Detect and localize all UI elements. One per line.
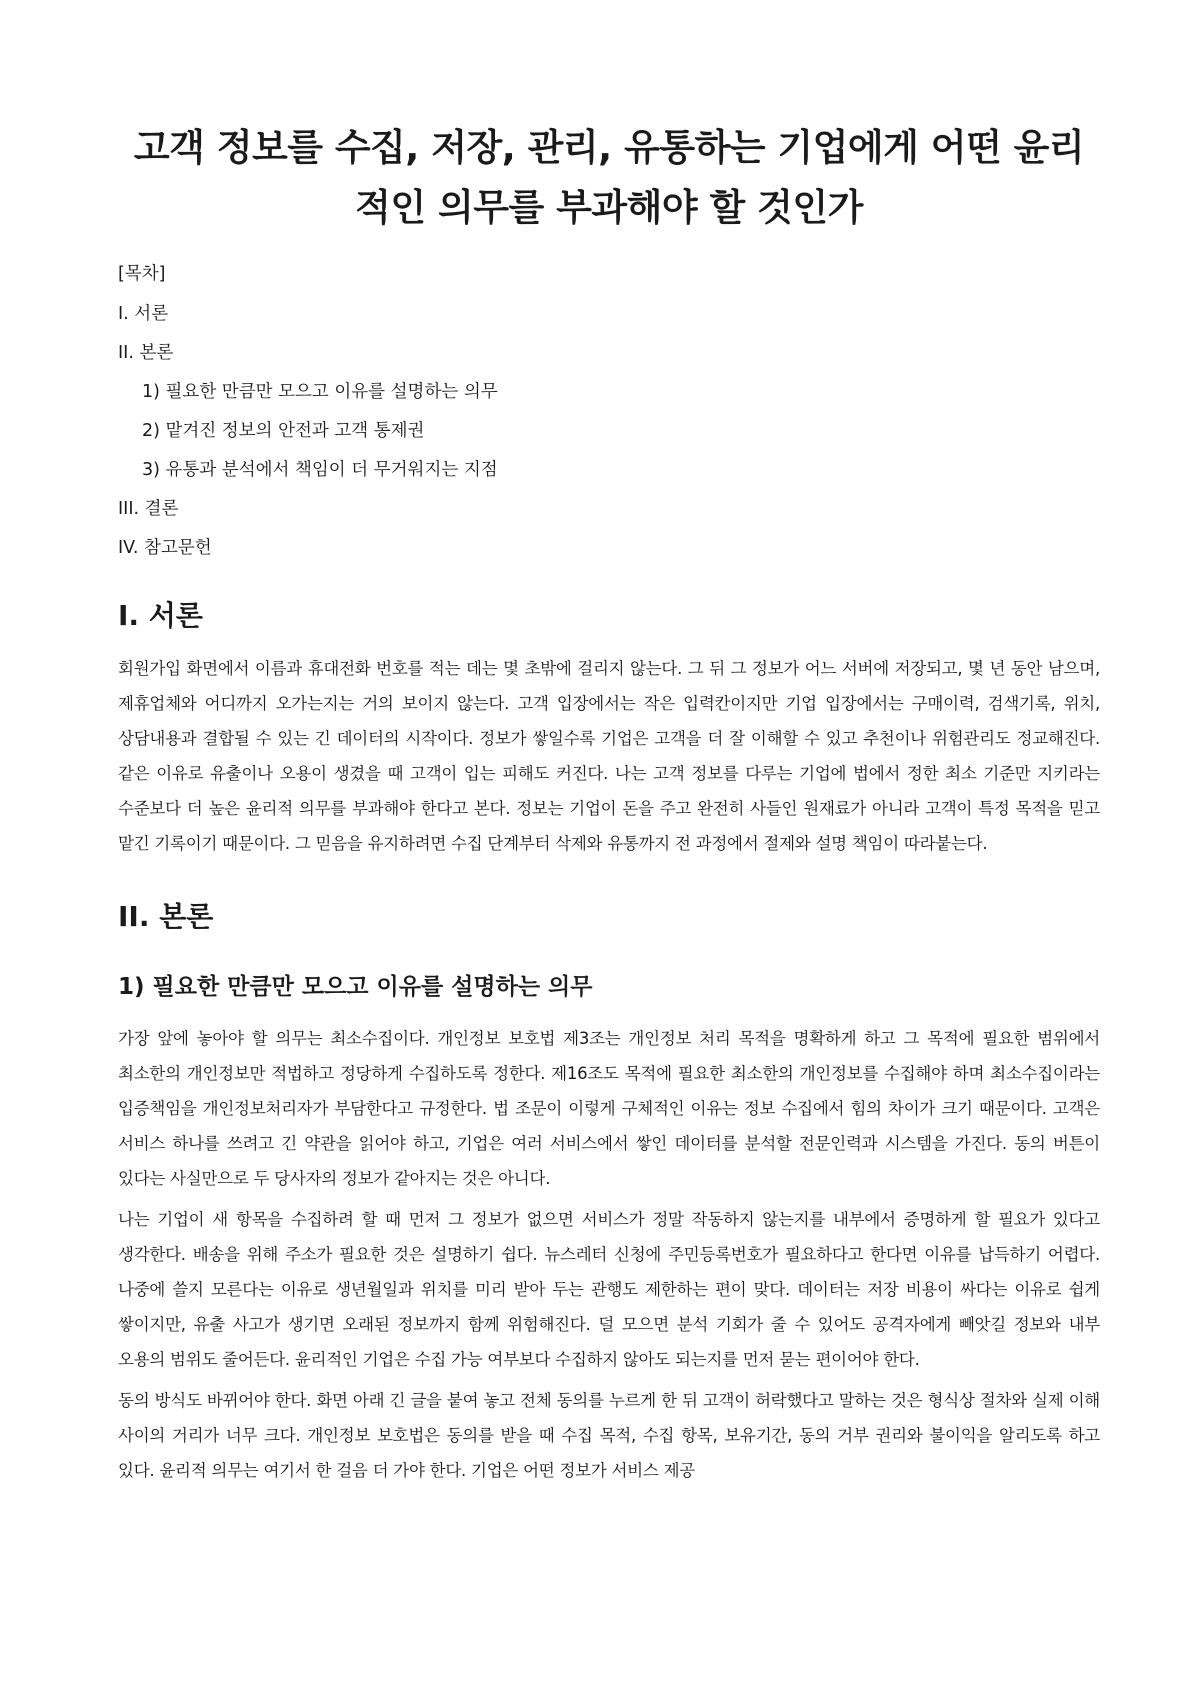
toc-item-body-3: 3) 유통과 분석에서 책임이 더 무거워지는 지점 [142, 460, 498, 480]
document-page [118, 118, 1100, 1494]
table-of-contents [118, 262, 1100, 560]
body-paragraph: 나는 기업이 새 항목을 수집하려 할 때 먼저 그 정보가 없으면 서비스가 정말 작동하지 않는지를 내부에서 증명하게 할 필요가 있다고 생각한다. 배송을 위해 주소가 필요한 것은 설명하기 쉽다. 뉴스레터 신청에 주민등록번호가 필요하다고 한다면 이유를 납득하기 어렵다. 나중에 쓸지 모른다는 이유로 생년월일과 위치를 미리 받아 두는 관행도 제한하는 편이 맞다. 데이터는 저장 비용이 싸다는 이유로 쉽게 쌓이지만, 유출 사고가 생기면 오래된 정보까지 함께 위험해진다. 덜 모으면 분석 기회가 줄 수 있어도 공격자에게 빼앗길 정보와 내부 오용의 범위도 줄어든다. 윤리적인 기업은 수집 가능 여부보다 수집하지 않아도 되는지를 먼저 묻는 편이어야 한다. [118, 1210, 1100, 1369]
toc-item-body-1: 1) 필요한 만큼만 모으고 이유를 설명하는 의무 [142, 382, 498, 402]
body-paragraph: 동의 방식도 바뀌어야 한다. 화면 아래 긴 글을 붙여 놓고 전체 동의를 누르게 한 뒤 고객이 허락했다고 말하는 것은 형식상 절차와 실제 이해 사이의 거리가 너무 크다. 개인정보 보호법은 동의를 받을 때 수집 목적, 수집 항목, 보유기간, 동의 거부 권리와 불이익을 알리도록 하고 있다. 윤리적 의무는 여기서 한 걸음 더 가야 한다. 기업은 어떤 정보가 서비스 제공 [118, 1391, 1100, 1480]
toc-item-intro: I. 서론 [118, 304, 169, 324]
toc-item-body-2: 2) 맡겨진 정보의 안전과 고객 통제권 [142, 421, 425, 441]
intro-paragraph: 회원가입 화면에서 이름과 휴대전화 번호를 적는 데는 몇 초밖에 걸리지 않는다. 그 뒤 그 정보가 어느 서버에 저장되고, 몇 년 동안 남으며, 제휴업체와 어디까지 오가는지는 거의 보이지 않는다. 고객 입장에서는 작은 입력칸이지만 기업 입장에서는 구매이력, 검색기록, 위치, 상담내용과 결합될 수 있는 긴 데이터의 시작이다. 정보가 쌓일수록 기업은 고객을 더 잘 이해할 수 있고 추천이나 위험관리도 정교해진다. 같은 이유로 유출이나 오용이 생겼을 때 고객이 입는 피해도 커진다. 나는 고객 정보를 다루는 기업에 법에서 정한 최소 기준만 지키라는 수준보다 더 높은 윤리적 의무를 부과해야 한다고 본다. 정보는 기업이 돈을 주고 완전히 사들인 원재료가 아니라 고객이 특정 목적을 믿고 맡긴 기록이기 때문이다. 그 믿음을 유지하려면 수집 단계부터 삭제와 유통까지 전 과정에서 절제와 설명 책임이 따라붙는다. [118, 659, 1100, 853]
toc-item-references: IV. 참고문헌 [118, 538, 212, 558]
document-title: 고객 정보를 수집, 저장, 관리, 유통하는 기업에게 어떤 윤리적인 의무를 부과해야 할 것인가 [133, 126, 1085, 229]
body-paragraph: 가장 앞에 놓아야 할 의무는 최소수집이다. 개인정보 보호법 제3조는 개인정보 처리 목적을 명확하게 하고 그 목적에 필요한 범위에서 최소한의 개인정보만 적법하고 정당하게 수집하도록 정한다. 제16조도 목적에 필요한 최소한의 개인정보를 수집해야 하며 최소수집이라는 입증책임을 개인정보처리자가 부담한다고 규정한다. 법 조문이 이렇게 구체적인 이유는 정보 수집에서 힘의 차이가 크기 때문이다. 고객은 서비스 하나를 쓰려고 긴 약관을 읽어야 하고, 기업은 여러 서비스에서 쌓인 데이터를 분석할 전문인력과 시스템을 가진다. 동의 버튼이 있다는 사실만으로 두 당사자의 정보가 같아지는 것은 아니다. [118, 1029, 1100, 1188]
section-heading-intro: I. 서론 [118, 599, 203, 632]
subsection-heading-1: 1) 필요한 만큼만 모으고 이유를 설명하는 의무 [118, 974, 593, 1000]
section-heading-body: II. 본론 [118, 900, 214, 933]
toc-heading: [목차] [118, 264, 166, 284]
toc-list [118, 302, 1100, 560]
toc-item-body: II. 본론 [118, 343, 174, 363]
toc-item-conclusion: III. 결론 [118, 499, 179, 519]
